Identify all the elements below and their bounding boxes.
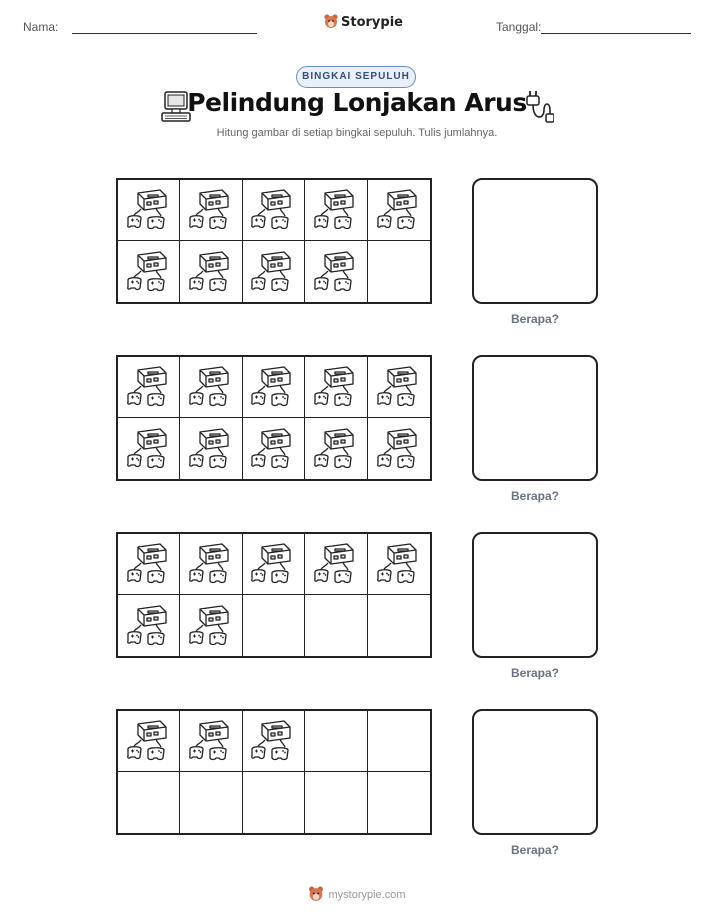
game-console-icon	[313, 541, 359, 587]
ten-frame-cell	[118, 772, 180, 833]
game-console-icon	[126, 603, 172, 649]
answer-prompt: Berapa?	[510, 312, 560, 326]
ten-frame-cell	[243, 595, 305, 656]
game-console-icon	[126, 541, 172, 587]
worksheet-badge: BINGKAI SEPULUH	[296, 66, 416, 88]
date-label: Tanggal:	[496, 20, 542, 34]
ten-frame	[116, 178, 432, 304]
ten-frame-cell	[305, 595, 367, 656]
ten-frame-cell	[305, 711, 367, 772]
ten-frame-cell	[368, 418, 430, 479]
game-console-icon	[313, 364, 359, 410]
ten-frame-cell	[118, 711, 180, 772]
ten-frame-cell	[118, 418, 180, 479]
ten-frame-cell	[180, 418, 242, 479]
power-plug-icon	[522, 90, 554, 124]
game-console-icon	[250, 249, 296, 295]
footer	[0, 886, 714, 903]
ten-frame-cell	[118, 241, 180, 302]
ten-frame-cell	[118, 595, 180, 656]
game-console-icon	[250, 541, 296, 587]
ten-frame-cell	[118, 357, 180, 418]
ten-frame-cell	[243, 418, 305, 479]
ten-frame-cell	[180, 357, 242, 418]
answer-box[interactable]	[472, 355, 598, 481]
ten-frame-cell	[305, 357, 367, 418]
bear-logo-icon	[308, 886, 324, 903]
game-console-icon	[188, 541, 234, 587]
ten-frame-cell	[180, 241, 242, 302]
game-console-icon	[126, 426, 172, 472]
ten-frame-cell	[180, 534, 242, 595]
game-console-icon	[126, 364, 172, 410]
ten-frame	[116, 355, 432, 481]
ten-frame-cell	[305, 418, 367, 479]
ten-frame-cell	[118, 534, 180, 595]
game-console-icon	[188, 249, 234, 295]
page-title: Pelindung Lonjakan Arus	[187, 88, 527, 117]
footer-url[interactable]: mystorypie.com	[328, 888, 406, 901]
ten-frame	[116, 709, 432, 835]
ten-frame-cell	[305, 534, 367, 595]
answer-box[interactable]	[472, 532, 598, 658]
ten-frame-cell	[180, 711, 242, 772]
ten-frame	[116, 532, 432, 658]
game-console-icon	[188, 718, 234, 764]
game-console-icon	[188, 426, 234, 472]
game-console-icon	[126, 187, 172, 233]
game-console-icon	[188, 364, 234, 410]
game-console-icon	[250, 718, 296, 764]
game-console-icon	[376, 426, 422, 472]
ten-frame-cell	[368, 180, 430, 241]
ten-frame-cell	[180, 180, 242, 241]
game-console-icon	[313, 426, 359, 472]
game-console-icon	[250, 364, 296, 410]
date-line[interactable]	[541, 33, 691, 34]
game-console-icon	[126, 249, 172, 295]
ten-frame-cell	[368, 595, 430, 656]
game-console-icon	[313, 187, 359, 233]
bear-logo-icon	[324, 14, 338, 30]
game-console-icon	[250, 187, 296, 233]
ten-frame-cell	[243, 711, 305, 772]
answer-prompt: Berapa?	[510, 666, 560, 680]
ten-frame-cell	[368, 772, 430, 833]
ten-frame-cell	[368, 357, 430, 418]
game-console-icon	[376, 364, 422, 410]
ten-frame-cell	[243, 534, 305, 595]
game-console-icon	[188, 187, 234, 233]
ten-frame-cell	[368, 711, 430, 772]
ten-frame-cell	[368, 534, 430, 595]
ten-frame-cell	[368, 241, 430, 302]
game-console-icon	[313, 249, 359, 295]
brand-logo	[324, 14, 403, 30]
game-console-icon	[376, 187, 422, 233]
answer-box[interactable]	[472, 709, 598, 835]
ten-frame-cell	[180, 772, 242, 833]
ten-frame-cell	[305, 180, 367, 241]
ten-frame-cell	[243, 357, 305, 418]
ten-frame-cell	[305, 772, 367, 833]
game-console-icon	[376, 541, 422, 587]
ten-frame-cell	[243, 241, 305, 302]
game-console-icon	[188, 603, 234, 649]
instructions: Hitung gambar di setiap bingkai sepuluh. Tulis jumlahnya.	[216, 127, 498, 139]
ten-frame-cell	[243, 180, 305, 241]
name-label: Nama:	[23, 20, 59, 34]
answer-box[interactable]	[472, 178, 598, 304]
game-console-icon	[250, 426, 296, 472]
ten-frame-cell	[180, 595, 242, 656]
answer-prompt: Berapa?	[510, 489, 560, 503]
ten-frame-cell	[305, 241, 367, 302]
brand-name: Storypie	[341, 14, 403, 30]
ten-frame-cell	[243, 772, 305, 833]
answer-prompt: Berapa?	[510, 843, 560, 857]
ten-frame-cell	[118, 180, 180, 241]
game-console-icon	[126, 718, 172, 764]
name-line[interactable]	[72, 33, 257, 34]
